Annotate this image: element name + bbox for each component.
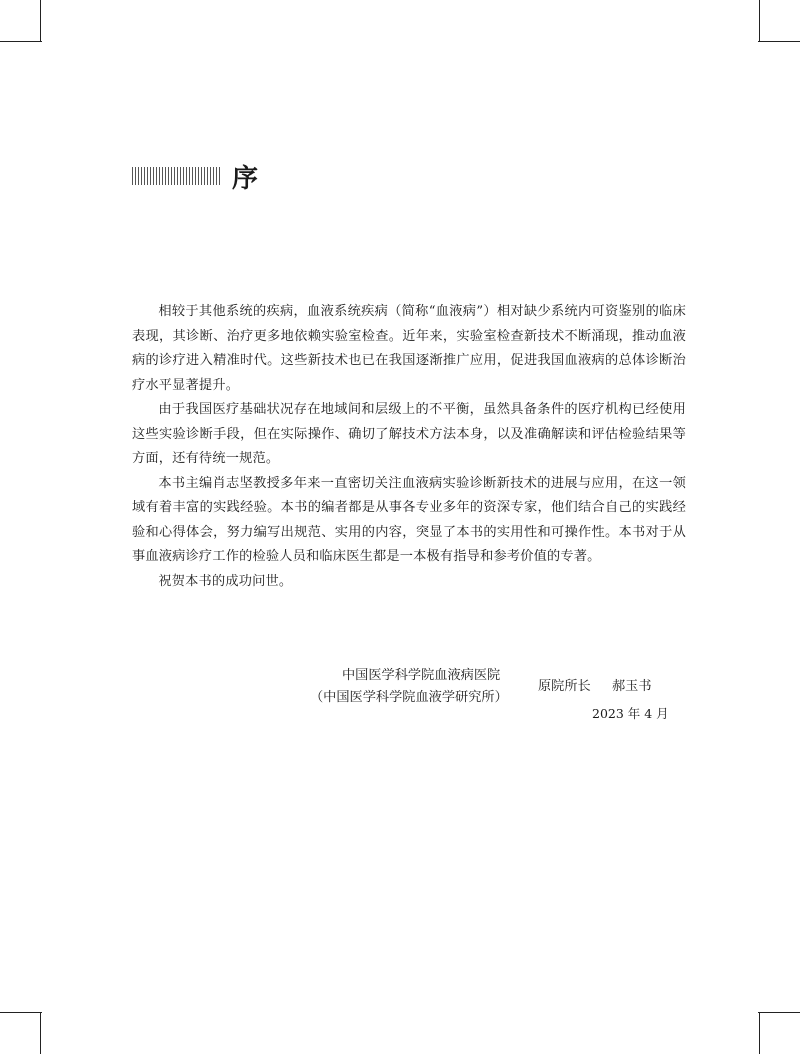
paragraph-1: 相较于其他系统的疾病，血液系统疾病（简称“血液病”）相对缺少系统内可资鉴别的临床表现，其诊断、治疗更多地依赖实验室检查。近年来，实验室检查新技术不断涌现，推动血液病的诊疗进入精准时代。这些新技术也已在我国逐渐推广应用，促进我国血液病的总体诊断治疗水平显著提升。 [132,304,686,393]
signature-org-line2: （中国医学科学院血液学研究所） [310,690,508,705]
signature-org-line1: 中国医学科学院血液病医院 [342,668,501,683]
signature-name: 郝玉书 [612,679,652,694]
paragraph-2: 由于我国医疗基础状况存在地域间和层级上的不平衡，虽然具备条件的医疗机构已经使用这些实验诊断手段，但在实际操作、确切了解技术方法本身，以及准确解读和评估检验结果等方面，还有待统一规范。 [132,402,686,466]
preface-heading [132,160,259,192]
signature-date: 2023 年 4 月 [592,706,669,721]
page-title: 序 [232,163,260,194]
heading-hatch-decoration [132,167,220,185]
signature-title: 原院所长 [538,679,591,694]
preface-body [132,300,686,594]
paragraph-4: 祝贺本书的成功问世。 [158,573,293,589]
signature-block [310,664,690,734]
paragraph-3: 本书主编肖志坚教授多年来一直密切关注血液病实验诊断新技术的进展与应用，在这一领域有着丰富的实践经验。本书的编者都是从事各专业多年的资深专家，他们结合自己的实践经验和心得体会，努力编写出规范、实用的内容，突显了本书的实用性和可操作性。本书对于从事血液病诊疗工作的检验人员和临床医生都是一本极有指导和参考价值的专著。 [132,475,686,564]
